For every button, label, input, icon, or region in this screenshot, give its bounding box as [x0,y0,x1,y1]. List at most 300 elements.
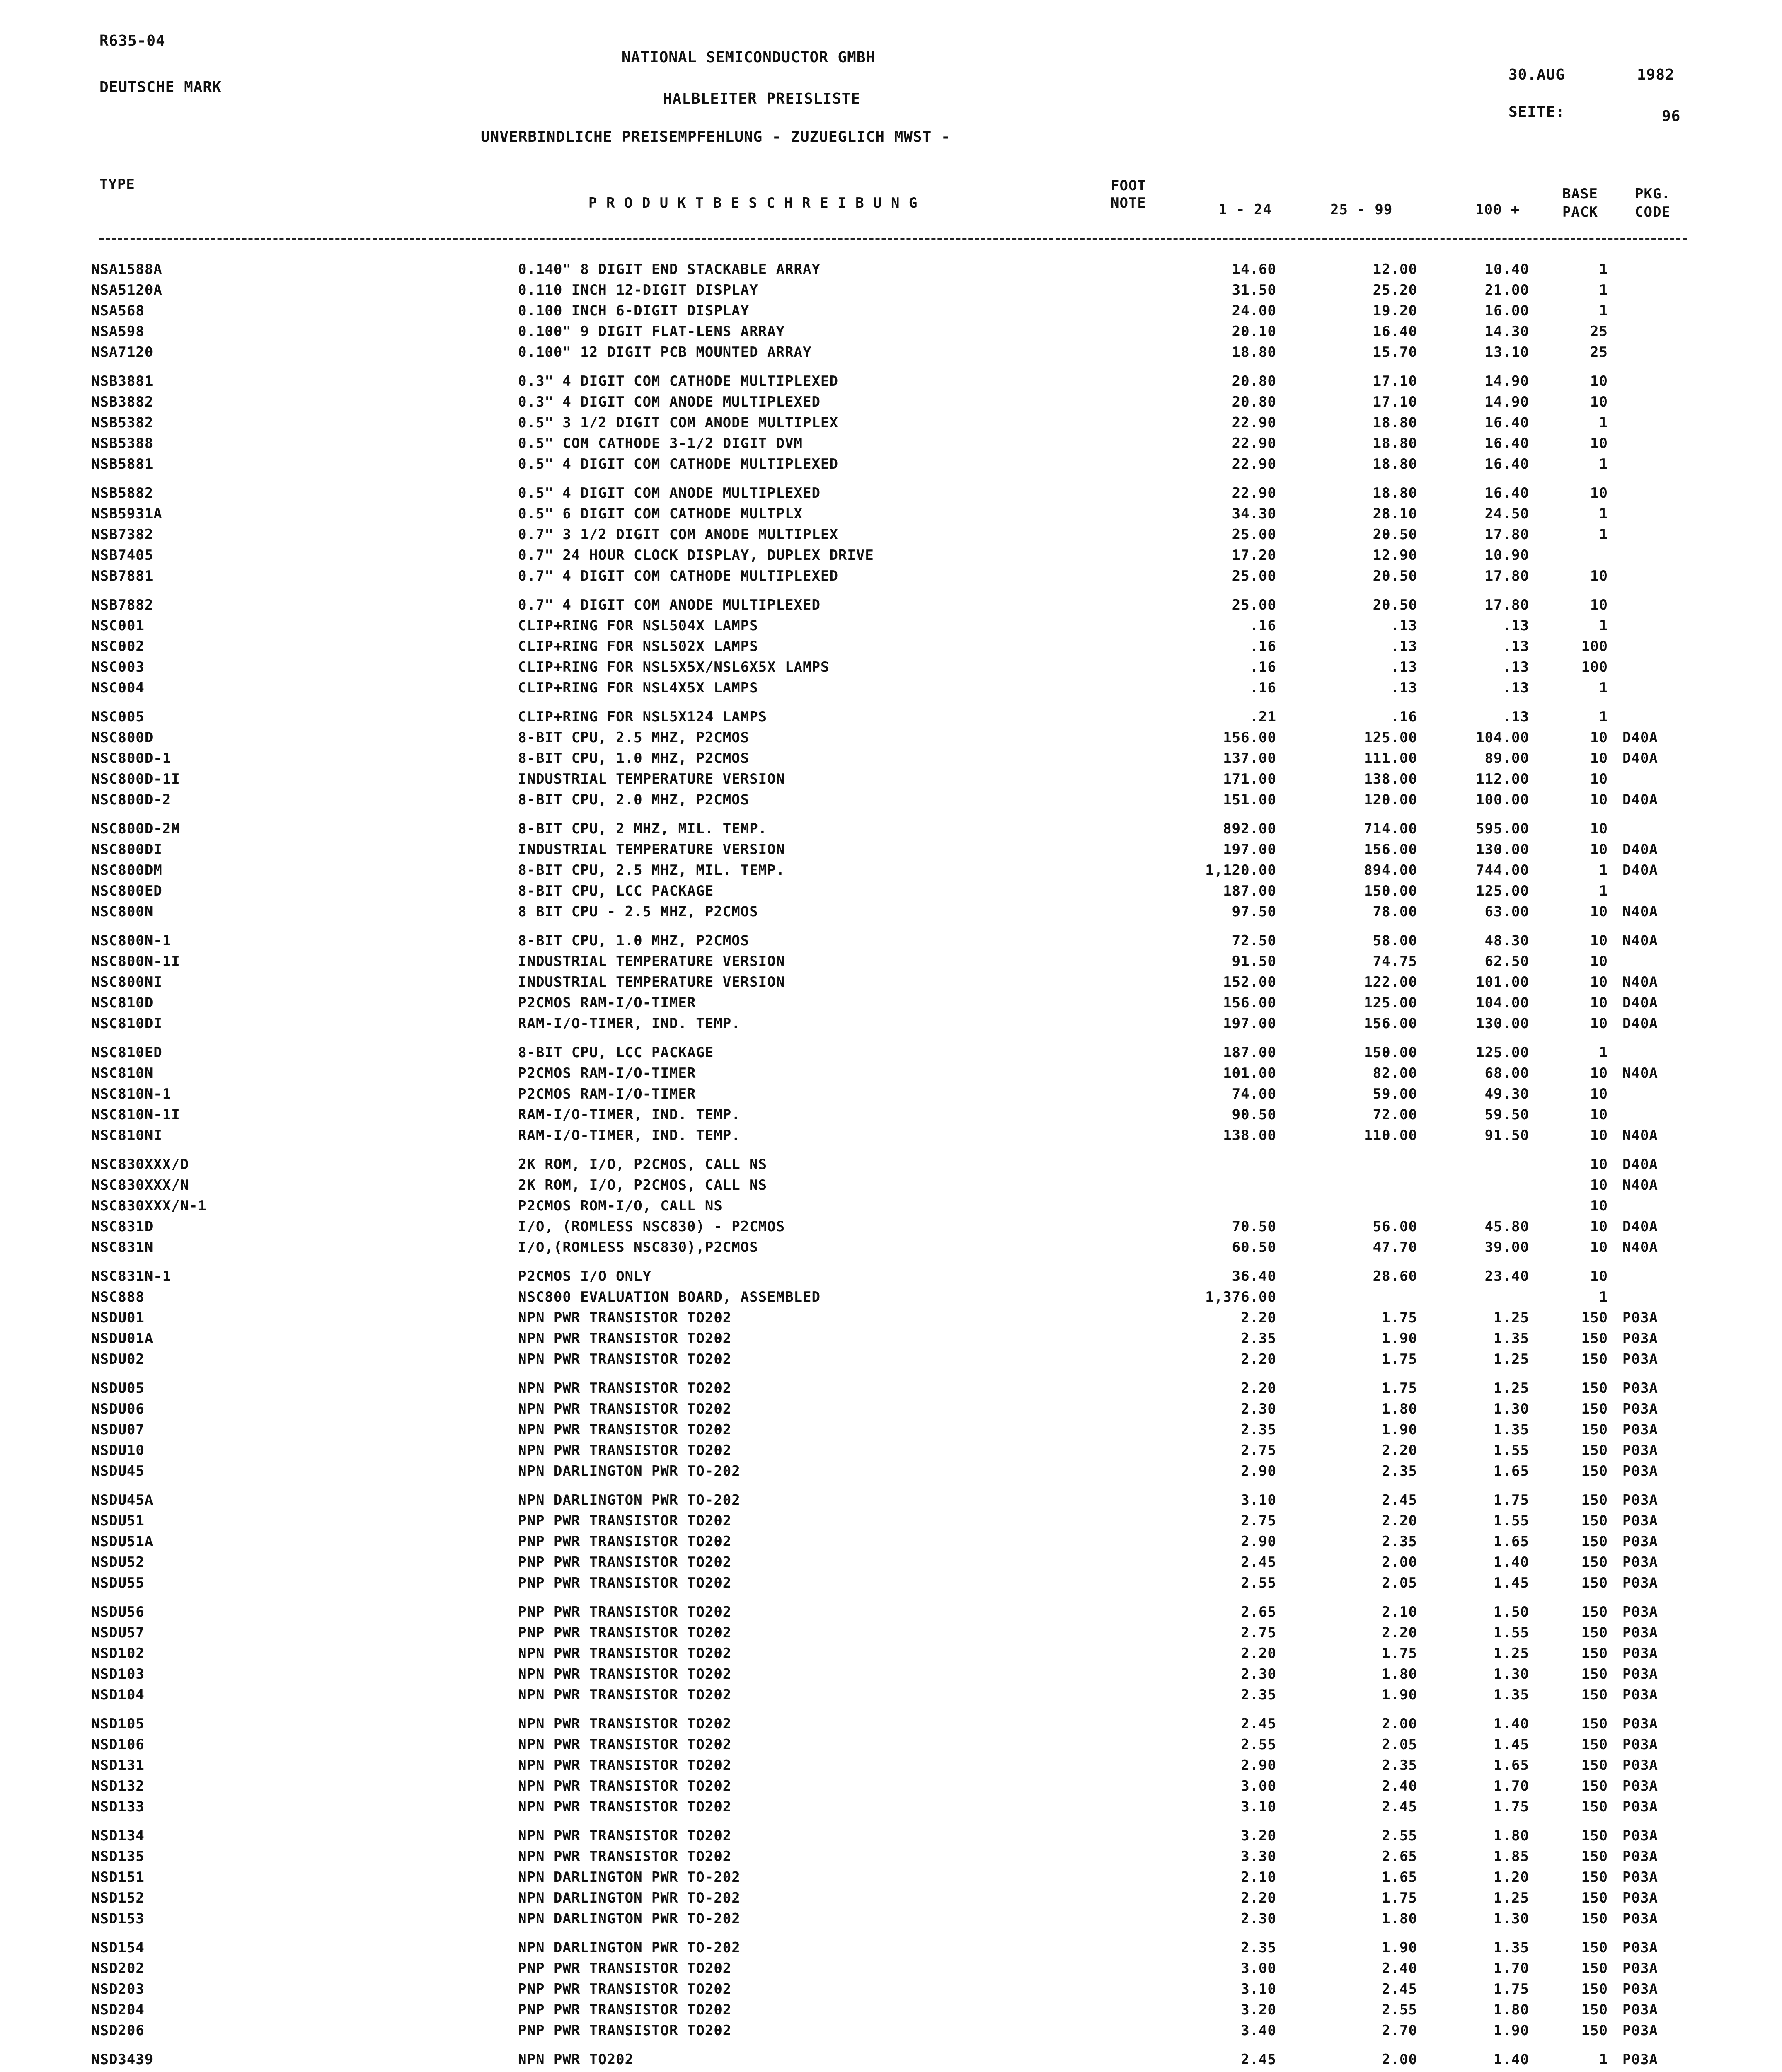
price-25-99-cell: 58.00 [1373,932,1417,949]
base-pack-cell: 10 [1590,953,1608,970]
price-1-24-cell: .16 [1249,680,1276,696]
price-25-99-cell: 111.00 [1364,750,1417,767]
table-row [0,456,1782,475]
table-row [0,261,1782,280]
type-cell: NSD102 [91,1645,145,1662]
price-25-99-cell: 1.90 [1382,1421,1417,1438]
price-25-99-cell: 47.70 [1373,1239,1417,1256]
price-25-99-cell: 2.35 [1382,1463,1417,1479]
price-25-99-cell: 1.80 [1382,1666,1417,1682]
type-cell: NSC800D-1I [91,771,180,787]
table-row [0,1960,1782,1979]
pkg-code-cell: P03A [1622,1380,1658,1397]
description-cell: 0.7" 4 DIGIT COM CATHODE MULTIPLEXED [518,568,838,584]
base-pack-cell: 150 [1581,1463,1608,1479]
pkg-code-cell: P03A [1622,2051,1658,2068]
description-cell: NPN DARLINGTON PWR TO-202 [518,1939,741,1956]
description-cell: NPN PWR TRANSISTOR TO202 [518,1351,732,1368]
type-cell: NSC800DI [91,841,162,858]
price-100-plus-cell: 63.00 [1484,903,1529,920]
base-pack-cell: 1 [1599,526,1608,543]
base-pack-cell: 10 [1590,1268,1608,1285]
price-25-99-cell: 2.20 [1382,1442,1417,1459]
price-1-24-cell: 197.00 [1223,841,1276,858]
price-100-plus-cell: 17.80 [1484,526,1529,543]
price-25-99-cell: .13 [1390,638,1417,655]
type-cell: NSC830XXX/N-1 [91,1198,207,1214]
price-100-plus-cell: 89.00 [1484,750,1529,767]
pkg-code-cell: N40A [1622,1127,1658,1144]
table-row [0,1645,1782,1664]
type-cell: NSDU55 [91,1575,145,1591]
description-cell: 0.3" 4 DIGIT COM CATHODE MULTIPLEXED [518,373,838,390]
price-25-99-cell: 2.45 [1382,1492,1417,1508]
type-cell: NSC831D [91,1218,154,1235]
base-pack-cell: 10 [1590,1015,1608,1032]
col-qty-1: 1 - 24 [1218,201,1272,218]
price-100-plus-cell: 24.50 [1484,506,1529,522]
table-row [0,1421,1782,1440]
description-cell: NPN DARLINGTON PWR TO-202 [518,1869,741,1886]
price-1-24-cell: 156.00 [1223,729,1276,746]
table-row [0,1015,1782,1034]
pkg-code-cell: P03A [1622,1310,1658,1326]
description-cell: NPN PWR TRANSISTOR TO202 [518,1645,732,1662]
table-row [0,1289,1782,1308]
price-1-24-cell: 137.00 [1223,750,1276,767]
price-1-24-cell: 2.45 [1241,1554,1276,1571]
price-1-24-cell: 892.00 [1223,821,1276,837]
type-cell: NSDU56 [91,1604,145,1620]
base-pack-cell: 150 [1581,1757,1608,1774]
base-pack-cell: 10 [1590,1239,1608,1256]
description-cell: 0.7" 3 1/2 DIGIT COM ANODE MULTIPLEX [518,526,838,543]
type-cell: NSB3881 [91,373,154,390]
base-pack-cell: 150 [1581,1798,1608,1815]
price-1-24-cell: 2.20 [1241,1890,1276,1906]
table-row [0,1198,1782,1217]
type-cell: NSC810ED [91,1044,162,1061]
type-cell: NSD151 [91,1869,145,1886]
price-100-plus-cell: 21.00 [1484,282,1529,298]
price-100-plus-cell: 1.30 [1494,1910,1529,1927]
description-cell: CLIP+RING FOR NSL502X LAMPS [518,638,758,655]
price-1-24-cell: 60.50 [1232,1239,1276,1256]
pkg-code-cell: P03A [1622,1778,1658,1794]
price-25-99-cell: 1.90 [1382,1687,1417,1703]
table-row [0,680,1782,699]
price-100-plus-cell: 1.55 [1494,1513,1529,1529]
price-25-99-cell: 18.80 [1373,456,1417,472]
price-1-24-cell: 1,376.00 [1205,1289,1276,1305]
price-25-99-cell: 19.20 [1373,303,1417,319]
list-title: HALBLEITER PREISLISTE [663,90,861,107]
base-pack-cell: 150 [1581,1981,1608,1997]
price-100-plus-cell: 49.30 [1484,1086,1529,1102]
table-row [0,792,1782,811]
table-row [0,1086,1782,1105]
description-cell: 0.110 INCH 12-DIGIT DISPLAY [518,282,758,298]
type-cell: NSC888 [91,1289,145,1305]
price-100-plus-cell: 130.00 [1476,1015,1529,1032]
table-row [0,1239,1782,1258]
description-cell: RAM-I/O-TIMER, IND. TEMP. [518,1015,741,1032]
price-1-24-cell: 2.90 [1241,1533,1276,1550]
base-pack-cell: 150 [1581,2022,1608,2039]
pkg-code-cell: D40A [1622,750,1658,767]
price-25-99-cell: 894.00 [1364,862,1417,879]
description-cell: I/O,(ROMLESS NSC830),P2CMOS [518,1239,758,1256]
type-cell: NSC810D [91,995,154,1011]
price-1-24-cell: 151.00 [1223,792,1276,808]
table-row [0,1624,1782,1644]
type-cell: NSC800D-2M [91,821,180,837]
price-1-24-cell: 2.20 [1241,1351,1276,1368]
price-100-plus-cell: 14.30 [1484,323,1529,340]
price-25-99-cell: 2.05 [1382,1736,1417,1753]
table-row [0,1065,1782,1084]
price-note: UNVERBINDLICHE PREISEMPFEHLUNG - ZUZUEGLICH MWST - [481,128,951,145]
price-100-plus-cell: 1.35 [1494,1939,1529,1956]
pkg-code-cell: D40A [1622,995,1658,1011]
base-pack-cell: 10 [1590,1218,1608,1235]
price-25-99-cell: 20.50 [1373,597,1417,613]
base-pack-cell: 1 [1599,261,1608,278]
type-cell: NSC800DM [91,862,162,879]
pkg-code-cell: D40A [1622,729,1658,746]
base-pack-cell: 100 [1581,659,1608,675]
type-cell: NSC800D-1 [91,750,172,767]
type-cell: NSDU45A [91,1492,154,1508]
type-cell: NSB7882 [91,597,154,613]
table-row [0,1778,1782,1797]
price-100-plus-cell: 10.90 [1484,547,1529,564]
price-1-24-cell: 2.90 [1241,1463,1276,1479]
description-cell: INDUSTRIAL TEMPERATURE VERSION [518,953,785,970]
pkg-code-cell: P03A [1622,1604,1658,1620]
description-cell: NSC800 EVALUATION BOARD, ASSEMBLED [518,1289,821,1305]
description-cell: NPN DARLINGTON PWR TO-202 [518,1910,741,1927]
table-row [0,547,1782,566]
date: 30.AUG [1508,66,1565,83]
price-100-plus-cell: 1.25 [1494,1351,1529,1368]
type-cell: NSB5882 [91,485,154,501]
table-row [0,1575,1782,1594]
price-100-plus-cell: 1.20 [1494,1869,1529,1886]
base-pack-cell: 150 [1581,1604,1608,1620]
price-100-plus-cell: 1.25 [1494,1310,1529,1326]
base-pack-cell: 150 [1581,1828,1608,1844]
price-100-plus-cell: 1.30 [1494,1666,1529,1682]
pkg-code-cell: P03A [1622,1533,1658,1550]
pkg-code-cell: P03A [1622,1890,1658,1906]
base-pack-cell: 150 [1581,1778,1608,1794]
base-pack-cell: 150 [1581,1330,1608,1347]
price-25-99-cell: 20.50 [1373,526,1417,543]
price-25-99-cell: .16 [1390,709,1417,725]
table-row [0,1604,1782,1623]
description-cell: INDUSTRIAL TEMPERATURE VERSION [518,974,785,990]
price-100-plus-cell: 1.35 [1494,1687,1529,1703]
table-row [0,1828,1782,1847]
price-1-24-cell: 2.35 [1241,1687,1276,1703]
description-cell: PNP PWR TRANSISTOR TO202 [518,1960,732,1977]
table-row [0,841,1782,860]
base-pack-cell: 150 [1581,1310,1608,1326]
table-row [0,303,1782,322]
price-25-99-cell: 2.70 [1382,2022,1417,2039]
price-1-24-cell: 25.00 [1232,597,1276,613]
base-pack-cell: 1 [1599,1044,1608,1061]
price-1-24-cell: 20.80 [1232,394,1276,410]
base-pack-cell: 10 [1590,1086,1608,1102]
price-25-99-cell: 82.00 [1373,1065,1417,1082]
price-100-plus-cell: .13 [1502,638,1529,655]
price-100-plus-cell: 1.35 [1494,1421,1529,1438]
price-1-24-cell: 2.35 [1241,1421,1276,1438]
price-100-plus-cell: 14.90 [1484,394,1529,410]
price-100-plus-cell: .13 [1502,680,1529,696]
type-cell: NSDU10 [91,1442,145,1459]
price-100-plus-cell: 1.65 [1494,1533,1529,1550]
description-cell: NPN PWR TRANSISTOR TO202 [518,1401,732,1417]
type-cell: NSC810DI [91,1015,162,1032]
type-cell: NSA568 [91,303,145,319]
table-row [0,1687,1782,1706]
base-pack-cell: 10 [1590,1177,1608,1193]
description-cell: CLIP+RING FOR NSL5X124 LAMPS [518,709,768,725]
price-100-plus-cell: 10.40 [1484,261,1529,278]
base-pack-cell: 150 [1581,1939,1608,1956]
price-25-99-cell: 120.00 [1364,792,1417,808]
price-1-24-cell: 197.00 [1223,1015,1276,1032]
pkg-code-cell: P03A [1622,1442,1658,1459]
price-100-plus-cell: .13 [1502,617,1529,634]
type-cell: NSA1588A [91,261,162,278]
type-cell: NSC800D-2 [91,792,172,808]
price-1-24-cell: 22.90 [1232,456,1276,472]
price-25-99-cell: 2.20 [1382,1624,1417,1641]
description-cell: PNP PWR TRANSISTOR TO202 [518,1604,732,1620]
price-100-plus-cell: 16.40 [1484,485,1529,501]
table-row [0,1156,1782,1175]
price-100-plus-cell: 13.10 [1484,344,1529,361]
price-25-99-cell: 125.00 [1364,729,1417,746]
base-pack-cell: 10 [1590,841,1608,858]
base-pack-cell: 150 [1581,1554,1608,1571]
price-1-24-cell: 2.75 [1241,1513,1276,1529]
table-row [0,2051,1782,2070]
description-cell: 0.5" 4 DIGIT COM ANODE MULTIPLEXED [518,485,821,501]
description-cell: INDUSTRIAL TEMPERATURE VERSION [518,771,785,787]
base-pack-cell: 150 [1581,1624,1608,1641]
price-100-plus-cell: 91.50 [1484,1127,1529,1144]
price-1-24-cell: .16 [1249,617,1276,634]
price-100-plus-cell: 17.80 [1484,568,1529,584]
price-25-99-cell: 17.10 [1373,373,1417,390]
pkg-code-cell: P03A [1622,1492,1658,1508]
type-cell: NSDU51 [91,1513,145,1529]
type-cell: NSD206 [91,2022,145,2039]
type-cell: NSB5382 [91,414,154,431]
type-cell: NSB5881 [91,456,154,472]
price-1-24-cell: 2.45 [1241,1716,1276,1732]
price-25-99-cell: 2.35 [1382,1757,1417,1774]
price-1-24-cell: 2.55 [1241,1736,1276,1753]
base-pack-cell: 150 [1581,1533,1608,1550]
price-25-99-cell: 2.40 [1382,1960,1417,1977]
pkg-code-cell: P03A [1622,2022,1658,2039]
table-row [0,1268,1782,1287]
price-1-24-cell: 25.00 [1232,568,1276,584]
description-cell: PNP PWR TRANSISTOR TO202 [518,1981,732,1997]
price-100-plus-cell: 1.55 [1494,1442,1529,1459]
price-100-plus-cell: 125.00 [1476,1044,1529,1061]
pkg-code-cell: N40A [1622,932,1658,949]
type-cell: NSD152 [91,1890,145,1906]
pkg-code-cell: P03A [1622,1939,1658,1956]
type-cell: NSD135 [91,1848,145,1865]
price-1-24-cell: 2.20 [1241,1380,1276,1397]
type-cell: NSDU45 [91,1463,145,1479]
table-row [0,932,1782,951]
pkg-code-cell: P03A [1622,1687,1658,1703]
price-100-plus-cell: 1.40 [1494,2051,1529,2068]
base-pack-cell: 150 [1581,1442,1608,1459]
base-pack-cell: 10 [1590,597,1608,613]
price-100-plus-cell: 16.40 [1484,456,1529,472]
price-25-99-cell: 1.75 [1382,1380,1417,1397]
pkg-code-cell: P03A [1622,1960,1658,1977]
type-cell: NSC800N-1 [91,932,172,949]
price-1-24-cell: 25.00 [1232,526,1276,543]
price-100-plus-cell: 104.00 [1476,995,1529,1011]
base-pack-cell: 10 [1590,750,1608,767]
price-25-99-cell: 156.00 [1364,841,1417,858]
table-row [0,1848,1782,1867]
description-cell: CLIP+RING FOR NSL5X5X/NSL6X5X LAMPS [518,659,830,675]
price-1-24-cell: 70.50 [1232,1218,1276,1235]
pkg-code-cell: P03A [1622,2002,1658,2018]
price-25-99-cell: 714.00 [1364,821,1417,837]
base-pack-cell: 10 [1590,729,1608,746]
table-row [0,821,1782,840]
pkg-code-cell: P03A [1622,1351,1658,1368]
price-100-plus-cell: 1.40 [1494,1716,1529,1732]
price-25-99-cell: 1.80 [1382,1910,1417,1927]
price-1-24-cell: 156.00 [1223,995,1276,1011]
price-25-99-cell: 2.05 [1382,1575,1417,1591]
price-1-24-cell: 97.50 [1232,903,1276,920]
table-row [0,526,1782,545]
price-25-99-cell: 1.75 [1382,1645,1417,1662]
table-row [0,1127,1782,1146]
price-25-99-cell: 59.00 [1373,1086,1417,1102]
base-pack-cell: 1 [1599,709,1608,725]
table-row [0,1910,1782,1929]
base-pack-cell: 150 [1581,1960,1608,1977]
description-cell: NPN DARLINGTON PWR TO-202 [518,1890,741,1906]
description-cell: 8-BIT CPU, 2 MHZ, MIL. TEMP. [518,821,768,837]
price-25-99-cell: 56.00 [1373,1218,1417,1235]
type-cell: NSB3882 [91,394,154,410]
pkg-code-cell: P03A [1622,1575,1658,1591]
price-100-plus-cell: 1.55 [1494,1624,1529,1641]
pkg-code-cell: P03A [1622,1716,1658,1732]
description-cell: PNP PWR TRANSISTOR TO202 [518,1624,732,1641]
pkg-code-cell: P03A [1622,1463,1658,1479]
price-25-99-cell: 1.90 [1382,1939,1417,1956]
pkg-code-cell: P03A [1622,1645,1658,1662]
price-25-99-cell: .13 [1390,617,1417,634]
table-row [0,597,1782,616]
table-row [0,1890,1782,1909]
price-100-plus-cell: 1.80 [1494,1828,1529,1844]
price-1-24-cell: 3.40 [1241,2022,1276,2039]
price-100-plus-cell: 1.75 [1494,1492,1529,1508]
price-25-99-cell: 125.00 [1364,995,1417,1011]
base-pack-cell: 1 [1599,617,1608,634]
base-pack-cell: 150 [1581,1666,1608,1682]
description-cell: PNP PWR TRANSISTOR TO202 [518,1554,732,1571]
description-cell: 0.7" 24 HOUR CLOCK DISPLAY, DUPLEX DRIVE [518,547,874,564]
description-cell: 0.5" 3 1/2 DIGIT COM ANODE MULTIPLEX [518,414,838,431]
pkg-code-cell: N40A [1622,974,1658,990]
description-cell: NPN PWR TRANSISTOR TO202 [518,1757,732,1774]
price-1-24-cell: 1,120.00 [1205,862,1276,879]
table-row [0,1939,1782,1958]
page-number: 96 [1662,108,1681,125]
price-1-24-cell: 90.50 [1232,1106,1276,1123]
price-1-24-cell: 138.00 [1223,1127,1276,1144]
base-pack-cell: 25 [1590,344,1608,361]
base-pack-cell: 1 [1599,862,1608,879]
price-25-99-cell: 2.65 [1382,1848,1417,1865]
type-cell: NSB5931A [91,506,162,522]
description-cell: NPN PWR TO202 [518,2051,634,2068]
description-cell: 8-BIT CPU, 2.5 MHZ, P2CMOS [518,729,750,746]
type-cell: NSC002 [91,638,145,655]
table-row [0,771,1782,790]
table-row [0,1533,1782,1552]
table-row [0,953,1782,972]
base-pack-cell: 150 [1581,1380,1608,1397]
base-pack-cell: 150 [1581,1401,1608,1417]
price-100-plus-cell: 17.80 [1484,597,1529,613]
price-1-24-cell: 2.65 [1241,1604,1276,1620]
table-row [0,1218,1782,1237]
type-cell: NSC830XXX/D [91,1156,189,1173]
description-cell: RAM-I/O-TIMER, IND. TEMP. [518,1106,741,1123]
price-25-99-cell: 74.75 [1373,953,1417,970]
description-cell: PNP PWR TRANSISTOR TO202 [518,1575,732,1591]
pkg-code-cell: P03A [1622,1736,1658,1753]
price-25-99-cell: 18.80 [1373,435,1417,452]
price-1-24-cell: 14.60 [1232,261,1276,278]
pkg-code-cell: P03A [1622,1554,1658,1571]
table-row [0,282,1782,301]
price-1-24-cell: .16 [1249,638,1276,655]
price-25-99-cell: 15.70 [1373,344,1417,361]
price-100-plus-cell: 16.40 [1484,414,1529,431]
price-100-plus-cell: .13 [1502,709,1529,725]
table-row [0,1869,1782,1888]
price-1-24-cell: 2.45 [1241,2051,1276,2068]
price-100-plus-cell: 45.80 [1484,1218,1529,1235]
price-1-24-cell: 2.75 [1241,1442,1276,1459]
price-1-24-cell: 2.30 [1241,1910,1276,1927]
price-1-24-cell: 3.00 [1241,1778,1276,1794]
